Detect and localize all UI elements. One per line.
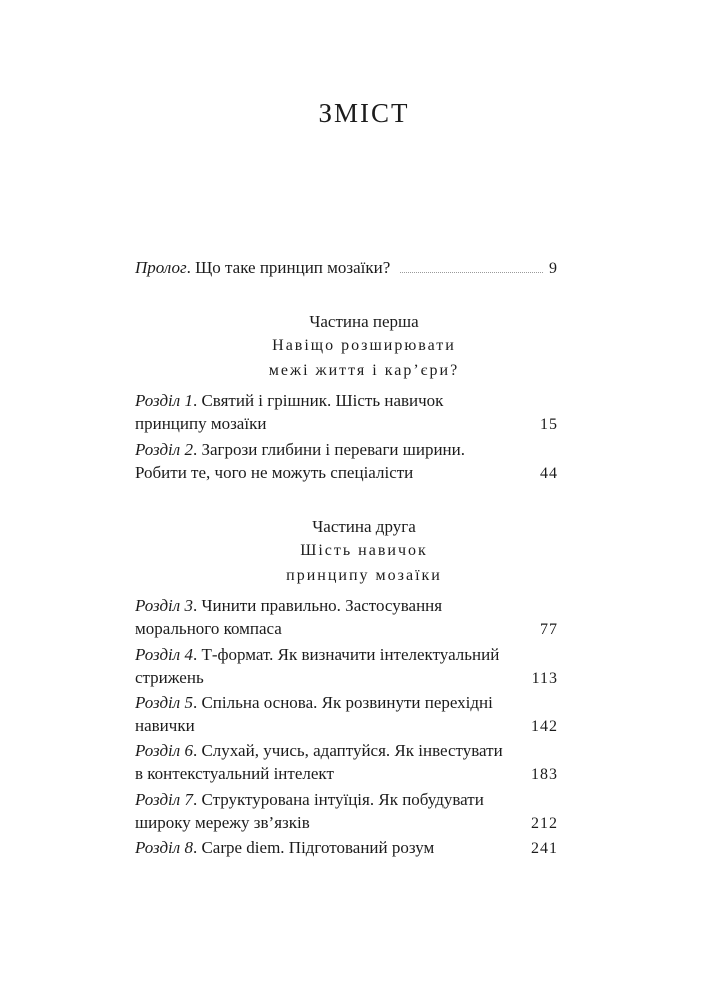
entry-label: Розділ 7 [135, 790, 193, 809]
entry-label: Розділ 8 [135, 838, 193, 857]
entry-title: . Чинити правильно. Застосування [192, 596, 443, 615]
page-number: 15 [540, 416, 558, 433]
part-title-line: Шість навичок [300, 542, 428, 559]
page-number: 9 [549, 260, 558, 277]
toc-entry-chapter-7[interactable] [135, 788, 560, 835]
page-title: ЗМІСТ [318, 98, 410, 128]
part-label: Частина перша [309, 312, 419, 331]
toc-entry-chapter-4[interactable] [135, 643, 560, 690]
part-two-heading [0, 516, 728, 588]
entry-title: . Структурована інтуїція. Як побудувати [192, 790, 484, 809]
entry-title: . Carpe diem. Підготований розум [192, 838, 435, 857]
entry-title: . Т-формат. Як визначити інтелектуальний [192, 645, 500, 664]
part-title-line: межі життя і кар’єри? [268, 362, 460, 379]
page-number: 44 [540, 465, 558, 482]
page-number: 142 [531, 718, 558, 735]
toc-entry-chapter-2[interactable] [135, 438, 560, 485]
entry-title: . Що таке принцип мозаїки? [186, 258, 391, 277]
entry-label: Розділ 3 [135, 596, 193, 615]
entry-title: . Слухай, учись, адаптуйся. Як інвестувати [192, 741, 503, 760]
entry-label: Розділ 4 [135, 645, 193, 664]
toc-entry-chapter-1[interactable] [135, 389, 560, 436]
part-one-heading [0, 311, 728, 383]
entry-label: Розділ 1 [135, 391, 193, 410]
page-number: 183 [531, 766, 558, 783]
entry-title-continued: принципу мозаїки [135, 414, 267, 433]
dot-leader [400, 272, 543, 273]
page-number: 241 [531, 840, 558, 857]
entry-label: Пролог [135, 258, 187, 277]
toc-entry-chapter-6[interactable] [135, 739, 560, 786]
toc-entry-prologue[interactable] [135, 256, 560, 280]
entry-title: . Загрози глибини і переваги ширини. [192, 440, 465, 459]
toc-entry-chapter-5[interactable] [135, 691, 560, 738]
part-label: Частина друга [312, 517, 416, 536]
page-number: 212 [531, 815, 558, 832]
entry-title-continued: навички [135, 716, 195, 735]
entry-title-continued: морального компаса [135, 619, 282, 638]
part-title-line: принципу мозаїки [286, 567, 442, 584]
entry-label: Розділ 5 [135, 693, 193, 712]
entry-label: Розділ 2 [135, 440, 193, 459]
toc-entry-chapter-8[interactable] [135, 836, 560, 860]
entry-title-continued: широку мережу зв’язків [135, 813, 310, 832]
toc-entry-chapter-3[interactable] [135, 594, 560, 641]
entry-title-continued: в контекстуальний інтелект [135, 764, 334, 783]
entry-title: . Спільна основа. Як розвинути перехідні [192, 693, 493, 712]
entry-title: . Святий і грішник. Шість навичок [192, 391, 444, 410]
entry-label: Розділ 6 [135, 741, 193, 760]
entry-title-continued: Робити те, чого не можуть спеціалісти [135, 463, 414, 482]
entry-title-continued: стрижень [135, 668, 204, 687]
page-number: 77 [540, 621, 558, 638]
part-title-line: Навіщо розширювати [272, 337, 456, 354]
page-number: 113 [531, 670, 558, 687]
